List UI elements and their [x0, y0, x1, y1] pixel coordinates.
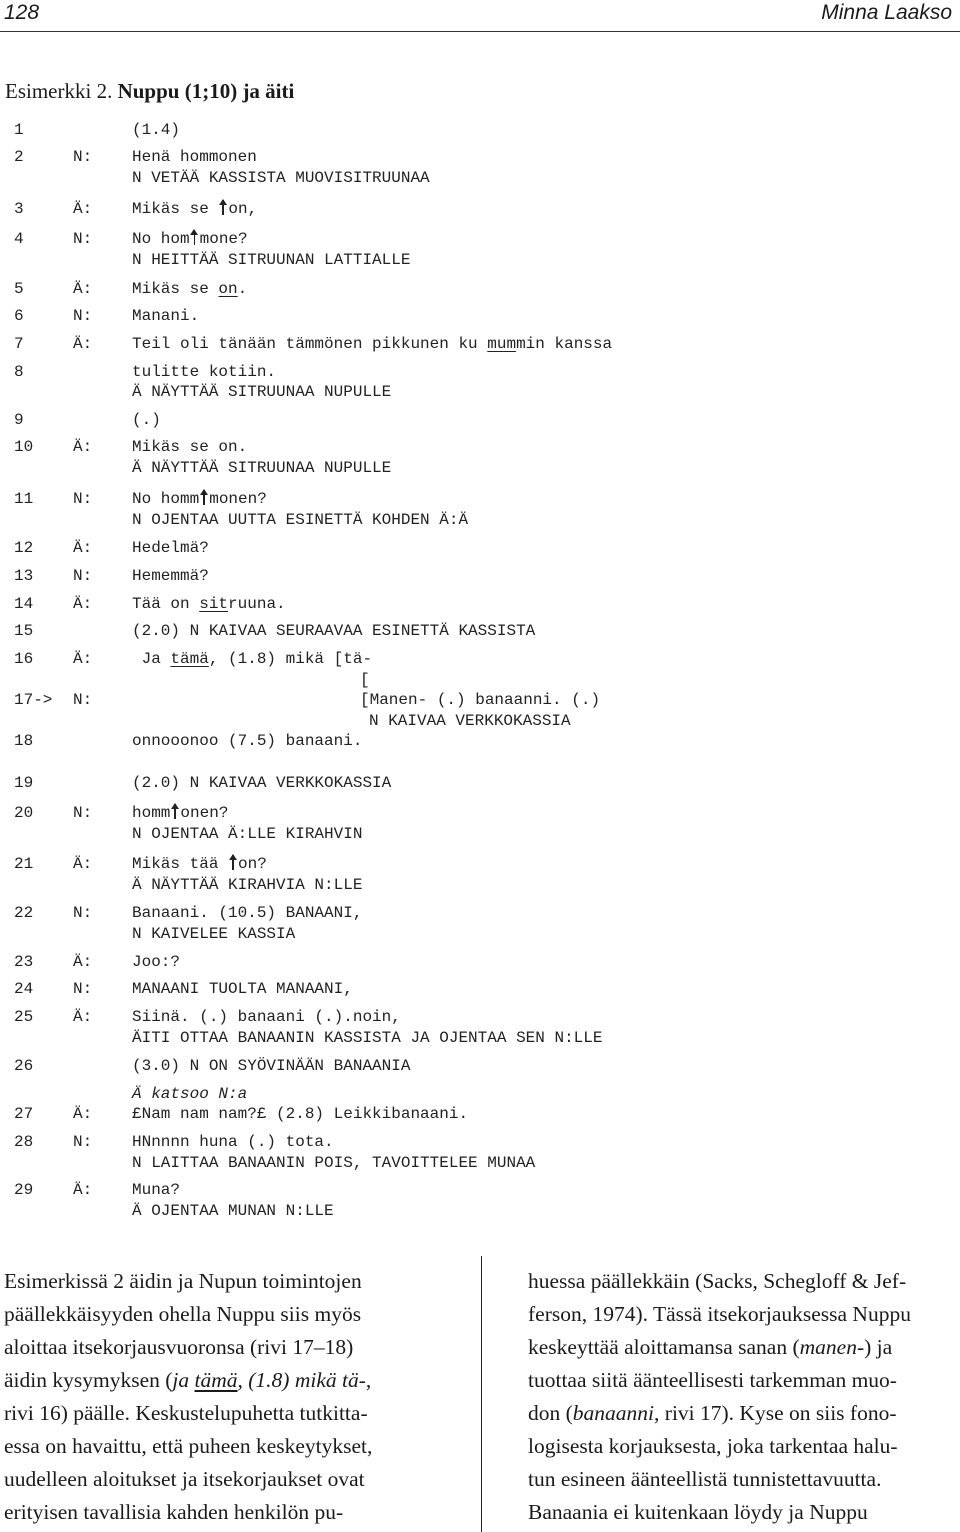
text-line: erityisen tavallisia kahden henkilön pu-: [4, 1500, 344, 1524]
line-number: 24: [14, 980, 34, 998]
speaker-label: N:: [73, 230, 93, 248]
utterance: [132, 824, 362, 844]
utterance: [132, 1153, 535, 1173]
body-column-right: [528, 1265, 960, 1529]
utterance-text: onnooonoo (7.5) banaani.: [132, 732, 363, 750]
utterance: [132, 1180, 180, 1200]
speaker-label: Ä:: [73, 1181, 93, 1199]
line-number: 13: [14, 567, 34, 585]
line-number: 8: [14, 363, 24, 381]
utterance-text: Banaani. (10.5) BANAANI,: [132, 904, 363, 922]
utterance: [132, 1201, 334, 1221]
utterance-text: tulitte kotiin.: [132, 363, 277, 381]
line-number: 11: [14, 490, 34, 508]
italic-run: banaanni: [572, 1401, 655, 1425]
text-run: don (: [528, 1401, 573, 1425]
line-number: 4: [14, 230, 24, 248]
utterance-text: on?: [238, 855, 267, 873]
speaker-label: Ä:: [73, 595, 93, 613]
example-title: Nuppu (1;10) ja äiti: [117, 79, 295, 103]
line-number: 29: [14, 1181, 34, 1199]
utterance-text: Siinä. (.) banaani (.).noin,: [132, 1008, 401, 1026]
italic-run: manen-: [799, 1335, 865, 1359]
utterance: [132, 731, 362, 751]
utterance: [132, 120, 180, 140]
utterance: [132, 875, 362, 895]
utterance: [132, 854, 267, 874]
speaker-label: Ä:: [73, 953, 93, 971]
speaker-label: N:: [73, 1133, 93, 1151]
speaker-label: Ä:: [73, 200, 93, 218]
utterance-text: N KAIVAA VERKKOKASSIA: [369, 712, 571, 730]
utterance: [132, 649, 372, 669]
utterance: [132, 410, 161, 430]
utterance: [132, 538, 209, 558]
utterance-text: .: [237, 280, 248, 298]
column-divider: [481, 1256, 482, 1532]
utterance: [132, 1007, 401, 1027]
utterance-text: (2.0) N KAIVAA SEURAAVAA ESINETTÄ KASSISTA: [132, 622, 536, 640]
utterance: [132, 510, 468, 530]
utterance: [132, 1084, 247, 1104]
rising-pitch-arrow-icon: [218, 199, 228, 215]
line-number: 19: [14, 774, 34, 792]
line-number: 2: [14, 148, 24, 166]
utterance-text: , (1.8) mikä [tä-: [208, 650, 373, 668]
utterance: [132, 279, 247, 299]
rising-pitch-arrow-icon: [199, 489, 209, 505]
speaker-label: N:: [73, 148, 93, 166]
utterance-text: Muna?: [132, 1181, 181, 1199]
text-line: tun esineen äänteellistä tunnistettavuutta.: [528, 1467, 882, 1491]
utterance: [132, 924, 295, 944]
underlined-italic-run: tämä: [194, 1368, 238, 1392]
speaker-label: N:: [73, 307, 93, 325]
line-number: 12: [14, 539, 34, 557]
utterance-text: Hedelmä?: [132, 539, 209, 557]
utterance-text: HNnnnn huna (.) tota.: [132, 1133, 334, 1151]
text-line: Esimerkissä 2 äidin ja Nupun toimintojen: [4, 1269, 362, 1293]
stressed-syllable: mum: [487, 335, 517, 353]
line-number: 27: [14, 1105, 34, 1123]
utterance-text: ruuna.: [228, 595, 286, 613]
utterance: [132, 1104, 468, 1124]
utterance-text: Mikäs se: [132, 200, 219, 218]
utterance-text: Mikäs se: [132, 280, 219, 298]
utterance-text: [: [360, 671, 370, 689]
utterance-text: N LAITTAA BANAANIN POIS, TAVOITTELEE MUNAA: [132, 1154, 536, 1172]
speaker-label: N:: [73, 691, 93, 709]
text-line: [528, 1397, 960, 1430]
utterance: [360, 690, 600, 710]
utterance-text: N HEITTÄÄ SITRUUNAN LATTIALLE: [132, 251, 411, 269]
running-head-author: Minna Laakso: [821, 1, 952, 24]
speaker-label: N:: [73, 567, 93, 585]
line-number: 23: [14, 953, 34, 971]
line-number: 1: [14, 121, 24, 139]
utterance-text: on,: [228, 200, 258, 218]
text-line: päällekkäisyyden ohella Nuppu siis myös: [4, 1302, 362, 1326]
utterance: [132, 1056, 410, 1076]
utterance-text: N OJENTAA Ä:LLE KIRAHVIN: [132, 825, 363, 843]
text-line: aloittaa itsekorjausvuoronsa (rivi 17–18): [4, 1335, 354, 1359]
utterance-text: Manani.: [132, 307, 200, 325]
text-run: ,: [365, 1368, 372, 1392]
utterance-text: Mikäs tää: [132, 855, 229, 873]
text-line: [528, 1331, 960, 1364]
text-line: ferson, 1974). Tässä itsekorjauksessa Nuppu: [528, 1302, 911, 1326]
utterance-text: [Manen- (.) banaanni. (.): [360, 691, 601, 709]
utterance-text: Ä NÄYTTÄÄ KIRAHVIA N:LLE: [132, 876, 363, 894]
text-run: , rivi 17). Kyse on siis fono-: [654, 1401, 897, 1425]
speaker-label: Ä:: [73, 539, 93, 557]
utterance: [360, 670, 370, 690]
utterance-text: Joo:?: [132, 953, 181, 971]
line-number: 9: [14, 411, 24, 429]
speaker-label: N:: [73, 980, 93, 998]
utterance: [132, 199, 257, 219]
text-run: keskeyttää aloittamansa sanan (: [528, 1335, 800, 1359]
speaker-label: N:: [73, 904, 93, 922]
example-label: Esimerkki 2.: [5, 79, 113, 103]
utterance-text: (1.4): [132, 121, 181, 139]
utterance-text: Mikäs se on.: [132, 438, 248, 456]
header-rule: [0, 31, 960, 32]
utterance: [132, 566, 209, 586]
utterance-text: monen?: [209, 490, 267, 508]
speaker-label: N:: [73, 804, 93, 822]
line-number: 6: [14, 307, 24, 325]
utterance-text: Ä katsoo N:a: [132, 1085, 248, 1103]
line-number: 16: [14, 650, 34, 668]
utterance-text: N OJENTAA UUTTA ESINETTÄ KOHDEN Ä:Ä: [132, 511, 469, 529]
utterance-text: Ä NÄYTTÄÄ SITRUUNAA NUPULLE: [132, 459, 392, 477]
text-line: huessa päällekkäin (Sacks, Schegloff & Jef-: [528, 1269, 907, 1293]
line-number: 25: [14, 1008, 34, 1026]
utterance: [132, 147, 257, 167]
utterance-text: N VETÄÄ KASSISTA MUOVISITRUUNAA: [132, 169, 430, 187]
utterance-text: (.): [132, 411, 161, 429]
page-header: [0, 0, 960, 30]
utterance-text: £Nam nam nam?£ (2.8) Leikkibanaani.: [132, 1105, 469, 1123]
utterance: [132, 773, 391, 793]
utterance-text: onen?: [180, 804, 229, 822]
rising-pitch-arrow-icon: [170, 803, 180, 819]
speaker-label: Ä:: [73, 1105, 93, 1123]
speaker-label: Ä:: [73, 855, 93, 873]
line-number: 5: [14, 280, 24, 298]
line-number: 17->: [14, 691, 53, 709]
utterance: [369, 711, 571, 731]
line-number: 26: [14, 1057, 34, 1075]
line-number: 15: [14, 622, 34, 640]
utterance-text: Ä NÄYTTÄÄ SITRUUNAA NUPULLE: [132, 383, 392, 401]
example-heading: [5, 79, 294, 104]
utterance-text: Teil oli tänään tämmönen pikkunen ku: [132, 335, 488, 353]
utterance: [132, 382, 391, 402]
speaker-label: Ä:: [73, 650, 93, 668]
utterance-text: Ä OJENTAA MUNAN N:LLE: [132, 1202, 334, 1220]
utterance: [132, 952, 180, 972]
speaker-label: Ä:: [73, 335, 93, 353]
speaker-label: Ä:: [73, 1008, 93, 1026]
text-line: tuottaa siitä äänteellisesti tarkemman muo-: [528, 1368, 897, 1392]
line-number: 10: [14, 438, 34, 456]
utterance-text: MANAANI TUOLTA MANAANI,: [132, 980, 353, 998]
utterance: [132, 594, 286, 614]
line-number: 14: [14, 595, 34, 613]
text-line: logisesta korjauksesta, joka tarkentaa halu-: [528, 1434, 898, 1458]
italic-run: , (1.8) mikä tä-: [237, 1368, 366, 1392]
text-line: essa on havaittu, että puheen keskeytykset,: [4, 1434, 373, 1458]
utterance: [132, 250, 410, 270]
text-line: [4, 1397, 444, 1430]
utterance: [132, 306, 199, 326]
line-number: 22: [14, 904, 34, 922]
utterance-text: homm: [132, 804, 171, 822]
utterance-text: No hom: [132, 230, 190, 248]
speaker-label: Ä:: [73, 280, 93, 298]
stressed-syllable: on: [218, 280, 238, 298]
utterance-text: Henä hommonen: [132, 148, 257, 166]
utterance: [132, 903, 362, 923]
stressed-syllable: sit: [199, 595, 229, 613]
utterance-text: min kanssa: [516, 335, 613, 353]
utterance: [132, 229, 248, 249]
utterance-text: ÄITI OTTAA BANAANIN KASSISTA JA OJENTAA SEN N:LLE: [132, 1029, 603, 1047]
utterance-text: Tää on: [132, 595, 200, 613]
line-number: 7: [14, 335, 24, 353]
body-column-left: [4, 1265, 444, 1529]
utterance-text: Ja: [132, 650, 171, 668]
rising-pitch-arrow-icon: [190, 229, 200, 245]
utterance: [132, 168, 430, 188]
utterance: [132, 803, 228, 823]
text-line: uudelleen aloitukset ja itsekorjaukset ovat: [4, 1467, 365, 1491]
utterance: [132, 1028, 602, 1048]
utterance: [132, 621, 535, 641]
line-number: 18: [14, 732, 34, 750]
utterance-text: N KAIVELEE KASSIA: [132, 925, 296, 943]
text-run: ) ja: [864, 1335, 893, 1359]
stressed-syllable: tämä: [170, 650, 209, 668]
utterance-text: No homm: [132, 490, 200, 508]
page-number: 128: [4, 1, 40, 24]
text-run: rivi 16) päälle. Keskustelupuhetta tutkitta-: [4, 1401, 368, 1425]
utterance: [132, 362, 276, 382]
utterance: [132, 489, 267, 509]
text-line: [4, 1364, 444, 1397]
utterance-text: (3.0) N ON SYÖVINÄÄN BANAANIA: [132, 1057, 411, 1075]
utterance-text: (2.0) N KAIVAA VERKKOKASSIA: [132, 774, 392, 792]
utterance: [132, 458, 391, 478]
speaker-label: N:: [73, 490, 93, 508]
utterance-text: Hememmä?: [132, 567, 209, 585]
utterance: [132, 979, 353, 999]
line-number: 28: [14, 1133, 34, 1151]
utterance: [132, 437, 247, 457]
italic-run: ja: [172, 1368, 195, 1392]
utterance-text: mone?: [199, 230, 248, 248]
utterance: [132, 1132, 334, 1152]
speaker-label: Ä:: [73, 438, 93, 456]
rising-pitch-arrow-icon: [228, 854, 238, 870]
text-line: Banaania ei kuitenkaan löydy ja Nuppu: [528, 1500, 868, 1524]
line-number: 3: [14, 200, 24, 218]
line-number: 20: [14, 804, 34, 822]
utterance: [132, 334, 612, 354]
line-number: 21: [14, 855, 34, 873]
text-run: äidin kysymyksen (: [4, 1368, 173, 1392]
